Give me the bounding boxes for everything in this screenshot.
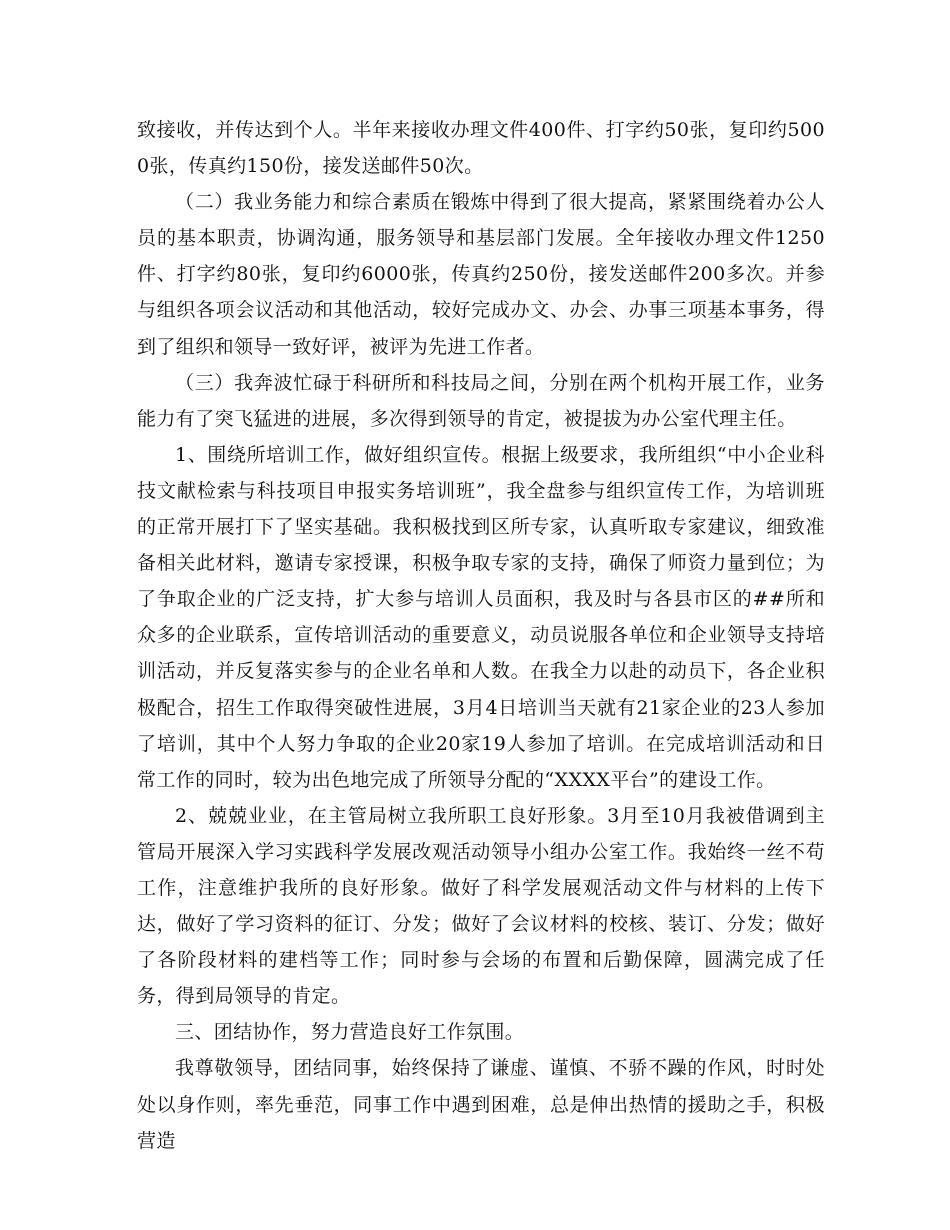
- paragraph-continuation: 致接收，并传达到个人。半年来接收办理文件400件、打字约50张，复印约5000张，传真约150份，接发送邮件50次。: [137, 119, 825, 178]
- paragraph-item-one-training: 1、围绕所培训工作，做好组织宣传。根据上级要求，我所组织“中小企业科技文献检索与科技项目申报实务培训班”，我全盘参与组织宣传工作，为培训班的正常开展打下了坚实基础。我积极找到区所专家，认真听取专家建议，细致准备相关此材料，邀请专家授课，积极争取专家的支持，确保了师资力量到位；为了争取企业的广泛支持，扩大参与培训人员面积，我及时与各县市区的##所和众多的企业联系，宣传培训活动的重要意义，动员说服各单位和企业领导支持培训活动，并反复落实参与的企业名单和人数。在我全力以赴的动员下，各企业积极配合，招生工作取得突破性进展，3月4日培训当天就有21家企业的23人参加了培训，其中个人努力争取的企业20家19人参加了培训。在完成培训活动和日常工作的同时，较为出色地完成了所领导分配的“XXXX平台”的建设工作。: [137, 443, 825, 791]
- paragraph-teamwork: 我尊敬领导，团结同事，始终保持了谦虚、谨慎、不骄不躁的作风，时时处处以身作则，率先垂范，同事工作中遇到困难，总是伸出热情的援助之手，积极营造: [137, 1057, 825, 1152]
- paragraph-section-three: （三）我奔波忙碌于科研所和科技局之间，分别在两个机构开展工作，业务能力有了突飞猛进的进展，多次得到领导的肯定，被提拔为办公室代理主任。: [137, 371, 825, 430]
- document-body: [137, 112, 825, 1159]
- paragraph-section-two: （二）我业务能力和综合素质在锻炼中得到了很大提高，紧紧围绕着办公人员的基本职责，协调沟通，服务领导和基层部门发展。全年接收办理文件1250件、打字约80张，复印约6000张，传真约250份，接发送邮件200多次。并参与组织各项会议活动和其他活动，较好完成办文、办会、办事三项基本事务，得到了组织和领导一致好评，被评为先进工作者。: [137, 191, 825, 358]
- paragraph-item-two-secondment: 2、兢兢业业，在主管局树立我所职工良好形象。3月至10月我被借调到主管局开展深入学习实践科学发展改观活动领导小组办公室工作。我始终一丝不苟工作，注意维护我所的良好形象。做好了科学发展观活动文件与材料的上传下达，做好了学习资料的征订、分发；做好了会议材料的校核、装订、分发；做好了各阶段材料的建档等工作；同时参与会场的布置和后勤保障，圆满完成了任务，得到局领导的肯定。: [137, 804, 825, 1008]
- section-heading-teamwork: 三、团结协作，努力营造良好工作氛围。: [175, 1021, 525, 1044]
